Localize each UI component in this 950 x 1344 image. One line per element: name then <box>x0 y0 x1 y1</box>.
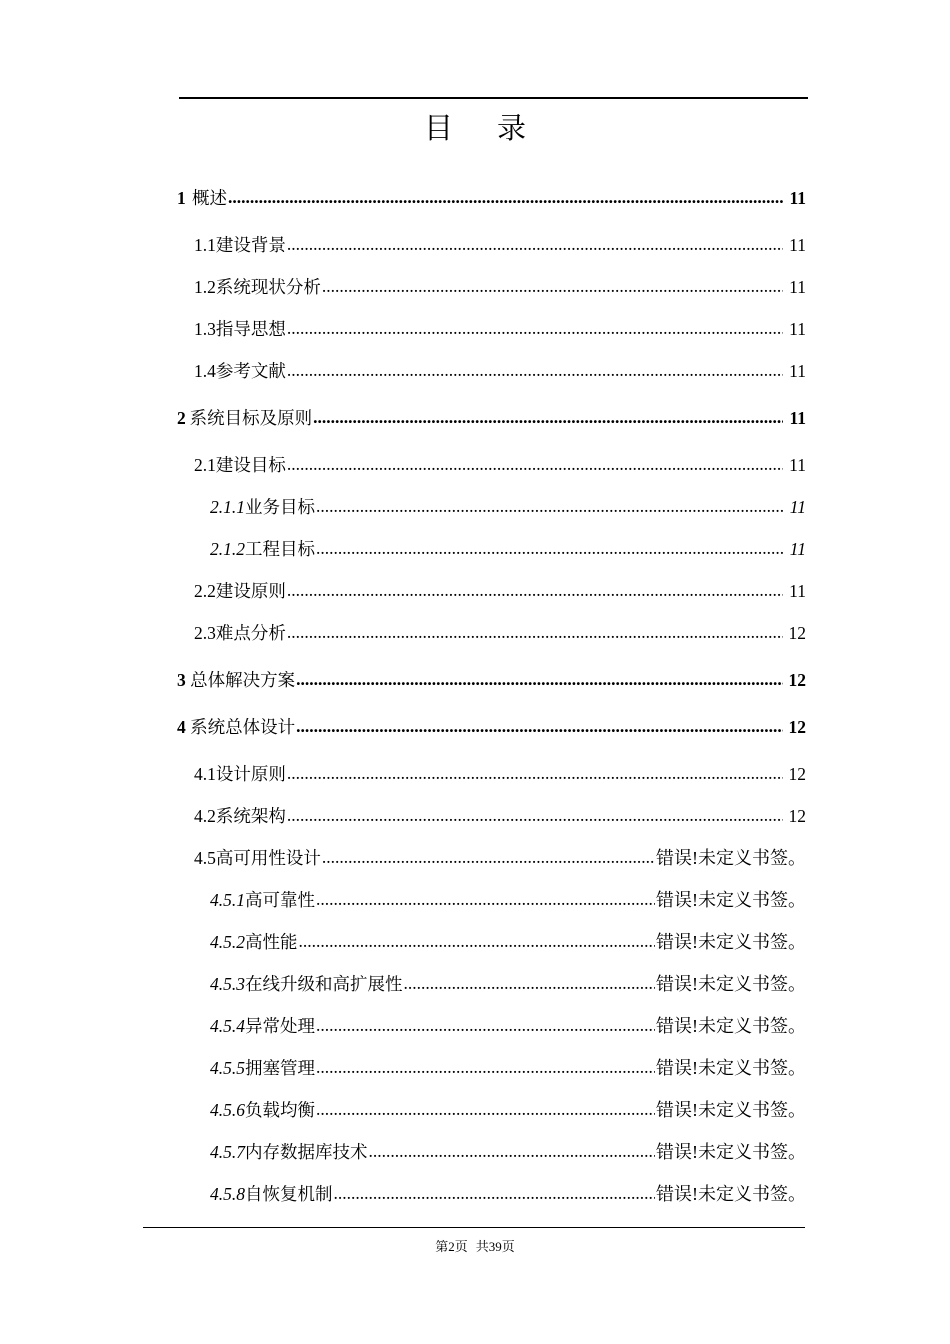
toc-entry-page: 11 <box>789 408 806 428</box>
toc-entry-number: 4.5.5 <box>210 1058 245 1078</box>
toc-entry-number: 2.1.2 <box>210 539 245 559</box>
toc-entry[interactable] <box>194 760 806 788</box>
toc-leader-dots <box>287 314 783 342</box>
toc-entry-title: 内存数据库技术 <box>245 1142 368 1162</box>
toc-entry[interactable] <box>210 1054 806 1082</box>
toc-entry-page: 12 <box>788 623 806 643</box>
toc-entry-error-ref: 错误!未定义书签。 <box>656 1016 806 1036</box>
toc-entry[interactable] <box>194 231 806 259</box>
toc-entry[interactable] <box>194 451 806 479</box>
toc-entry-number: 4.2 <box>194 806 216 826</box>
toc-entry-number: 1.3 <box>194 319 216 339</box>
toc-leader-dots <box>316 1053 655 1081</box>
toc-entry[interactable] <box>194 315 806 343</box>
toc-leader-dots <box>316 534 783 562</box>
toc-entry-number: 4 <box>177 717 186 737</box>
toc-entry-number: 4.5.2 <box>210 932 245 952</box>
toc-entry-error-ref: 错误!未定义书签。 <box>656 1100 806 1120</box>
toc-entry-page: 11 <box>789 277 806 297</box>
toc-entry-title: 负载均衡 <box>245 1100 315 1120</box>
toc-leader-dots <box>296 665 783 693</box>
toc-leader-dots <box>228 183 783 211</box>
toc-entry-title: 系统目标及原则 <box>189 408 313 428</box>
toc-leader-dots <box>287 576 783 604</box>
toc-entry-number: 4.5.6 <box>210 1100 245 1120</box>
toc-leader-dots <box>287 230 783 258</box>
toc-entry-page: 11 <box>789 235 806 255</box>
toc-entry[interactable] <box>177 713 806 741</box>
toc-entry-page: 11 <box>789 188 806 208</box>
toc-entry-page: 11 <box>789 455 806 475</box>
toc-entry[interactable] <box>210 535 806 563</box>
toc-leader-dots <box>296 712 783 740</box>
toc-entry[interactable] <box>210 970 806 998</box>
footer-rule <box>143 1227 805 1228</box>
toc-entry[interactable] <box>194 844 806 872</box>
title-char-1: 目 <box>423 113 453 145</box>
toc-entry-title: 系统总体设计 <box>190 717 296 737</box>
toc-entry-number: 4.5.1 <box>210 890 245 910</box>
toc-entry-page: 11 <box>789 539 806 559</box>
toc-entry-error-ref: 错误!未定义书签。 <box>656 890 806 910</box>
toc-entry-page: 12 <box>788 717 806 737</box>
page-title <box>0 106 950 147</box>
toc-entry-number: 2.3 <box>194 623 216 643</box>
toc-entry-number: 3 <box>177 670 186 690</box>
toc-entry-number: 4.5.7 <box>210 1142 245 1162</box>
toc-entry-title: 指导思想 <box>215 319 286 339</box>
toc-leader-dots <box>334 1179 656 1207</box>
toc-leader-dots <box>316 885 655 913</box>
toc-entry-title: 概述 <box>191 188 227 208</box>
toc-leader-dots <box>316 1011 655 1039</box>
footer-current-page: 第2页 <box>435 1239 468 1254</box>
toc-entry-number: 4.5.3 <box>210 974 245 994</box>
toc-entry-title: 建设原则 <box>215 581 286 601</box>
toc-entry-page: 11 <box>789 497 806 517</box>
toc-entry-title: 设计原则 <box>215 764 286 784</box>
toc-leader-dots <box>287 618 783 646</box>
toc-entry[interactable] <box>210 1096 806 1124</box>
toc-entry-title: 系统架构 <box>215 806 286 826</box>
toc-leader-dots <box>299 927 656 955</box>
toc-entry-number: 1.2 <box>194 277 216 297</box>
toc-entry[interactable] <box>177 404 806 432</box>
toc-leader-dots <box>287 450 783 478</box>
toc-entry[interactable] <box>177 666 806 694</box>
toc-leader-dots <box>369 1137 656 1165</box>
toc-entry-error-ref: 错误!未定义书签。 <box>656 974 806 994</box>
toc-entry-number: 4.5.8 <box>210 1184 245 1204</box>
toc-entry-title: 异常处理 <box>245 1016 315 1036</box>
toc-entry-page: 12 <box>788 764 806 784</box>
toc-entry-title: 高性能 <box>245 932 298 952</box>
toc-leader-dots <box>287 759 783 787</box>
toc-entry-title: 总体解决方案 <box>190 670 296 690</box>
toc-entry-error-ref: 错误!未定义书签。 <box>656 1058 806 1078</box>
toc-entry[interactable] <box>210 1180 806 1208</box>
toc-entry[interactable] <box>210 928 806 956</box>
toc-entry-error-ref: 错误!未定义书签。 <box>656 848 806 868</box>
toc-entry-number: 4.1 <box>194 764 216 784</box>
toc-entry-number: 2.1 <box>194 455 216 475</box>
toc-entry-title: 难点分析 <box>215 623 286 643</box>
toc-entry-number: 1.1 <box>194 235 216 255</box>
toc-entry-page: 11 <box>789 319 806 339</box>
toc-entry-page: 11 <box>789 581 806 601</box>
toc-entry-title: 建设目标 <box>215 455 286 475</box>
toc-entry-number: 2 <box>177 408 186 428</box>
toc-leader-dots <box>322 272 783 300</box>
toc-entry[interactable] <box>194 802 806 830</box>
toc-entry[interactable] <box>194 577 806 605</box>
toc-entry-number: 2.1.1 <box>210 497 245 517</box>
toc-entry-error-ref: 错误!未定义书签。 <box>656 932 806 952</box>
toc-entry-title: 高可用性设计 <box>215 848 321 868</box>
toc-entry-title: 工程目标 <box>245 539 315 559</box>
toc-entry-page: 11 <box>789 361 806 381</box>
toc-entry-page: 12 <box>788 806 806 826</box>
toc-entry[interactable] <box>194 273 806 301</box>
toc-leader-dots <box>322 843 655 871</box>
toc-entry-number: 2.2 <box>194 581 216 601</box>
toc-leader-dots <box>404 969 656 997</box>
toc-entry[interactable] <box>177 184 806 212</box>
toc-entry-title: 自恢复机制 <box>245 1184 333 1204</box>
toc-leader-dots <box>316 1095 655 1123</box>
toc-entry[interactable] <box>210 1012 806 1040</box>
toc-entry[interactable] <box>210 886 806 914</box>
toc-entry-title: 高可靠性 <box>245 890 315 910</box>
toc-entry-title: 业务目标 <box>245 497 315 517</box>
toc-entry-number: 4.5.4 <box>210 1016 245 1036</box>
toc-entry-title: 参考文献 <box>215 361 286 381</box>
toc-entry[interactable] <box>210 493 806 521</box>
toc-entry-title: 系统现状分析 <box>215 277 321 297</box>
toc-entry-number: 4.5 <box>194 848 216 868</box>
toc-entry-page: 12 <box>788 670 806 690</box>
toc-leader-dots <box>316 492 783 520</box>
toc-entry[interactable] <box>194 357 806 385</box>
title-char-2: 录 <box>497 113 527 145</box>
toc-entry-error-ref: 错误!未定义书签。 <box>656 1184 806 1204</box>
toc-entry[interactable] <box>194 619 806 647</box>
footer-total-pages: 共39页 <box>475 1239 515 1254</box>
toc-entry-title: 建设背景 <box>215 235 286 255</box>
toc-entry-title: 在线升级和高扩展性 <box>245 974 403 994</box>
toc-leader-dots <box>287 356 783 384</box>
toc-entry-number: 1.4 <box>194 361 216 381</box>
toc-entry[interactable] <box>210 1138 806 1166</box>
toc-entry-number: 1 <box>177 188 186 208</box>
page-footer <box>0 1236 950 1255</box>
toc-entry-error-ref: 错误!未定义书签。 <box>656 1142 806 1162</box>
toc-entry-title: 拥塞管理 <box>245 1058 315 1078</box>
header-rule <box>179 97 808 99</box>
toc-leader-dots <box>313 403 783 431</box>
toc-leader-dots <box>287 801 783 829</box>
